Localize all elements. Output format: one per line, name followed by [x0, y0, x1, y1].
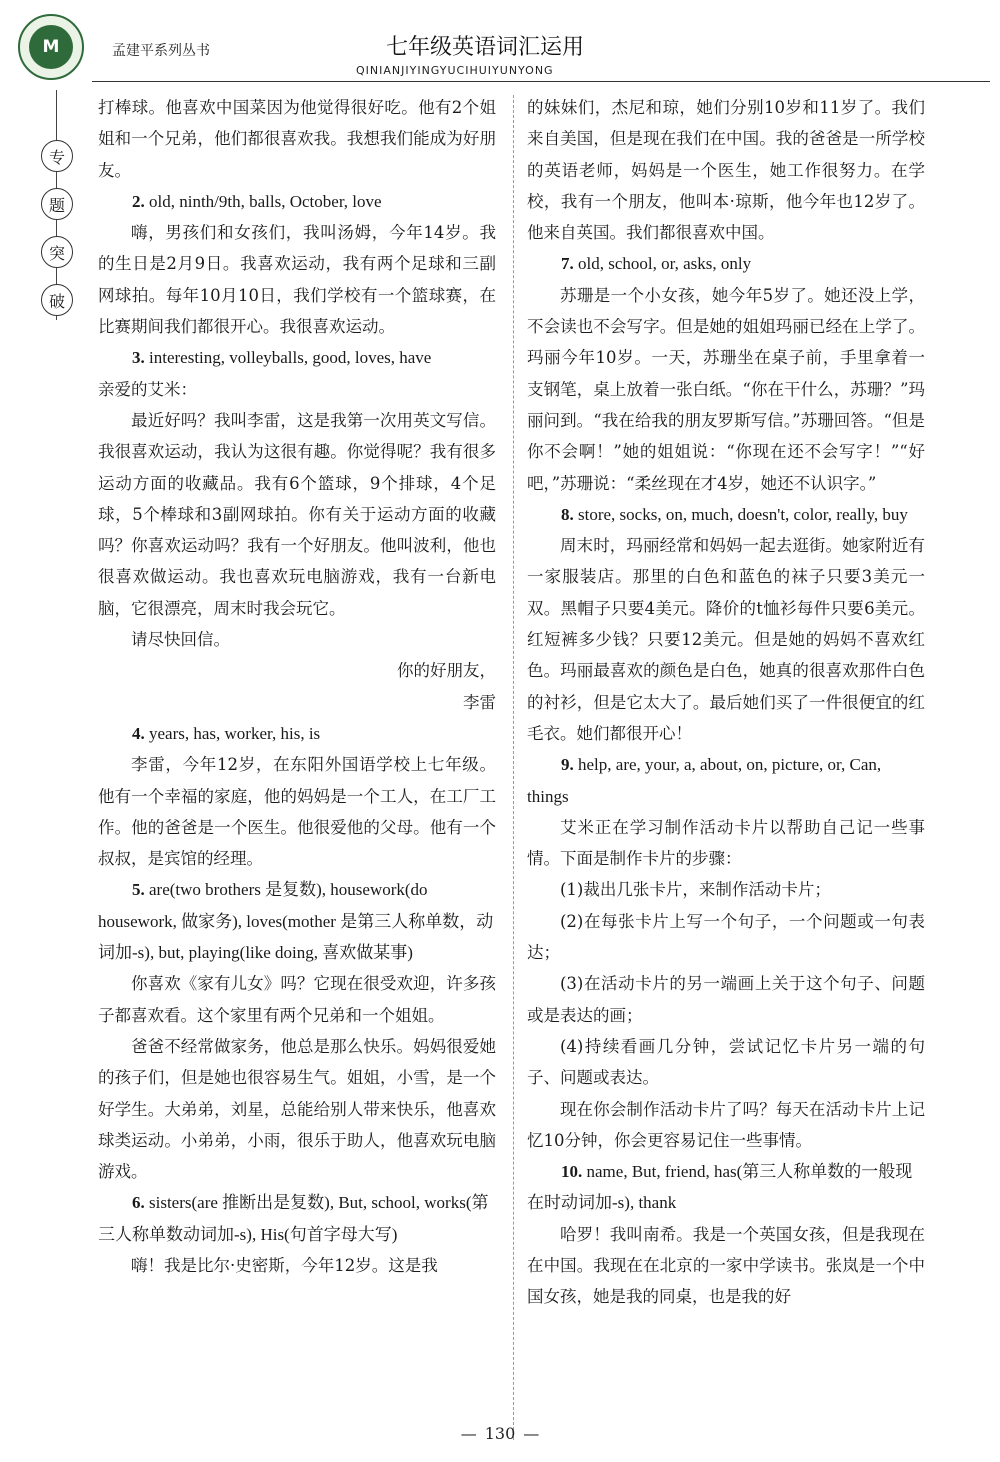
item-answers: old, ninth/9th, balls, October, love — [149, 191, 382, 211]
translation-paragraph: 请尽快回信。 — [131, 630, 230, 650]
item-number: 8. — [561, 504, 574, 524]
item-answers: name, But, friend, has(第三人称单数的一般现在时动词加-s), thank — [527, 1162, 913, 1213]
side-tab-char: 题 — [41, 188, 73, 220]
answer-item-heading — [98, 718, 496, 749]
answer-item-heading — [98, 874, 496, 968]
translation-paragraph: 现在你会制作活动卡片了吗？每天在活动卡片上记忆10分钟，你会更容易记住一些事情。 — [527, 1099, 925, 1150]
translation-paragraph: 亲爱的艾米： — [98, 379, 197, 399]
item-answers: interesting, volleyballs, good, loves, have — [149, 348, 432, 368]
translation-paragraph: 打棒球。他喜欢中国菜因为他觉得很好吃。他有2个姐姐和一个兄弟，他们都很喜欢我。我想我们能成为好朋友。 — [98, 98, 496, 180]
answer-item-heading — [98, 1187, 496, 1250]
answer-item-heading — [527, 248, 925, 279]
side-tab-char: 破 — [41, 284, 73, 316]
answer-item-heading — [98, 342, 496, 373]
translation-paragraph: (1)裁出几张卡片，来制作活动卡片； — [560, 880, 831, 900]
item-number: 10. — [561, 1162, 583, 1182]
translation-paragraph: (2)在每张卡片上写一个句子，一个问题或一句表达； — [527, 911, 925, 963]
item-answers: sisters(are 推断出是复数), But, school, works(第三人称单数动词加-s), His(句首字母大写) — [98, 1193, 489, 1244]
item-number: 5. — [132, 880, 145, 900]
translation-paragraph: (3)在活动卡片的另一端画上关于这个句子、问题或是表达的画； — [527, 974, 925, 1025]
translation-paragraph: (4)持续看画几分钟，尝试记忆卡片另一端的句子、问题或表达。 — [527, 1036, 925, 1088]
item-number: 9. — [561, 755, 574, 775]
left-column — [98, 92, 496, 1281]
letter-signoff: 李雷 — [463, 692, 496, 712]
item-answers: are(two brothers 是复数), housework(do housework, 做家务), loves(mother 是第三人称单数，动词加-s), but, playing(like doing, 喜欢做某事) — [98, 880, 494, 963]
item-number: 3. — [132, 348, 145, 368]
letter-signoff: 你的好朋友， — [397, 661, 496, 681]
item-answers: help, are, your, a, about, on, picture, or, Can, things — [527, 755, 882, 806]
column-divider — [513, 95, 514, 1440]
side-tab-char: 专 — [41, 140, 73, 172]
side-section-tab — [40, 140, 74, 316]
item-answers: years, has, worker, his, is — [149, 723, 321, 743]
book-title: 七年级英语词汇运用 — [386, 35, 585, 60]
translation-paragraph: 嗨！我是比尔·史密斯，今年12岁。这是我 — [131, 1255, 438, 1275]
item-answers: store, socks, on, much, doesn't, color, really, buy — [578, 504, 908, 524]
series-name: 孟建平系列丛书 — [112, 43, 210, 59]
item-number: 4. — [132, 723, 145, 743]
item-number: 6. — [132, 1193, 145, 1213]
logo-mark: M — [29, 25, 73, 69]
right-column — [527, 92, 925, 1313]
header-rule — [92, 81, 990, 82]
answer-item-heading — [527, 1156, 925, 1219]
item-number: 2. — [132, 191, 145, 211]
translation-paragraph: 最近好吗？我叫李雷，这是我第一次用英文写信。我很喜欢运动，我认为这很有趣。你觉得呢？我有很多运动方面的收藏品。我有6个篮球，9个排球，4个足球，5个棒球和3副网球拍。你有关于运动方面的收藏吗？你喜欢运动吗？我有一个好朋友。他叫波利，他也很喜欢做运动。我也喜欢玩电脑游戏，我有一台新电脑，它很漂亮，周末时我会玩它。 — [98, 410, 496, 618]
answer-item-heading — [527, 499, 925, 530]
page-header — [0, 0, 1000, 95]
translation-paragraph: 嗨，男孩们和女孩们，我叫汤姆，今年14岁。我的生日是2月9日。我喜欢运动，我有两个足球和三副网球拍。每年10月10日，我们学校有一个篮球赛，在比赛期间我们都很开心。我很喜欢运动。 — [98, 223, 496, 337]
translation-paragraph: 艾米正在学习制作活动卡片以帮助自己记一些事情。下面是制作卡片的步骤： — [527, 817, 925, 869]
translation-paragraph: 的妹妹们，杰尼和琼，她们分别10岁和11岁了。我们来自美国，但是现在我们在中国。我的爸爸是一所学校的英语老师，妈妈是一个医生，她工作很努力。在学校，我有一个朋友，他叫本·琼斯，他今年也12岁了。他来自英国。我们都很喜欢中国。 — [527, 98, 925, 243]
answer-item-heading — [98, 186, 496, 217]
translation-paragraph: 爸爸不经常做家务，他总是那么快乐。妈妈很爱她的孩子们，但是她也很容易生气。姐姐，小雪，是一个好学生。大弟弟，刘星，总能给别人带来快乐，他喜欢球类运动。小弟弟，小雨，很乐于助人，他喜欢玩电脑游戏。 — [98, 1036, 496, 1182]
page-number: — 130 — — [0, 1424, 1000, 1443]
translation-paragraph: 李雷，今年12岁，在东阳外国语学校上七年级。他有一个幸福的家庭，他的妈妈是一个工人，在工厂工作。他的爸爸是一个医生。他很爱他的父母。他有一个叔叔，是宾馆的经理。 — [98, 755, 496, 869]
book-title-pinyin: QINIANJIYINGYUCIHUIYUNYONG — [356, 64, 554, 77]
translation-paragraph: 苏珊是一个小女孩，她今年5岁了。她还没上学，不会读也不会写字。但是她的姐姐玛丽已经在上学了。玛丽今年10岁。一天，苏珊坐在桌子前，手里拿着一支钢笔，桌上放着一张白纸。“你在干什么，苏珊？”玛丽问到。“我在给我的朋友罗斯写信。”苏珊回答。“但是你不会啊！”她的姐姐说：“你现在还不会写字！”“好吧，”苏珊说：“柔丝现在才4岁，她还不认识字。” — [527, 285, 925, 493]
translation-paragraph: 周末时，玛丽经常和妈妈一起去逛街。她家附近有一家服装店。那里的白色和蓝色的袜子只要3美元一双。黑帽子只要4美元。降价的t恤衫每件只要6美元。红短裤多少钱？只要12美元。但是她的妈妈不喜欢红色。玛丽最喜欢的颜色是白色，她真的很喜欢那件白色的衬衫，但是它太大了。最后她们买了一件很便宜的红毛衣。她们都很开心！ — [527, 536, 925, 743]
side-tab-char: 突 — [41, 236, 73, 268]
translation-paragraph: 哈罗！我叫南希。我是一个英国女孩，但是我现在在中国。我现在在北京的一家中学读书。张岚是一个中国女孩，她是我的同桌，也是我的好 — [527, 1224, 925, 1307]
translation-paragraph: 你喜欢《家有儿女》吗？它现在很受欢迎，许多孩子都喜欢看。这个家里有两个兄弟和一个姐姐。 — [98, 974, 496, 1025]
answer-item-heading — [527, 749, 925, 812]
item-number: 7. — [561, 254, 574, 274]
item-answers: old, school, or, asks, only — [578, 254, 752, 274]
series-logo — [18, 14, 84, 80]
